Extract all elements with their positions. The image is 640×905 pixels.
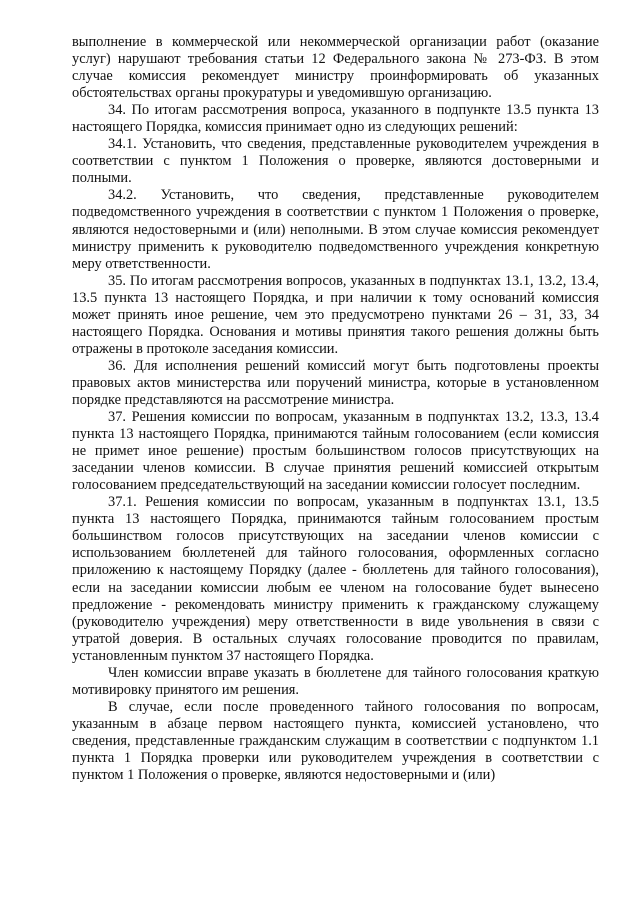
paragraph-35: 35. По итогам рассмотрения вопросов, указанных в подпунктах 13.1, 13.2, 13.4, 13.5 пункта 13 настоящего Порядка, и при наличии к тому оснований комиссия может принять иное решение, чем это предусмотрено пунктами 26 – 31, 33, 34 настоящего Порядка. Основания и мотивы принятия такого решения должны быть отражены в протоколе заседания комиссии. (72, 272, 599, 357)
paragraph-34: 34. По итогам рассмотрения вопроса, указанного в подпункте 13.5 пункта 13 настоящего Порядка, комиссия принимает одно из следующих решений: (72, 102, 599, 136)
paragraph-36: 36. Для исполнения решений комиссий могут быть подготовлены проекты правовых актов министерства или поручений министра, которые в установленном порядке представляются на рассмотрение министра. (72, 357, 599, 408)
paragraph-37-1-note: Член комиссии вправе указать в бюллетене для тайного голосования краткую мотивировку принятого им решения. (72, 664, 599, 698)
paragraph-37: 37. Решения комиссии по вопросам, указанным в подпунктах 13.2, 13.3, 13.4 пункта 13 настоящего Порядка, принимаются тайным голосованием (если комиссия не примет иное решение) простым большинством голосов присутствующих на заседании членов комиссии. В случае принятия решений комиссией открытым голосованием председательствующий на заседании комиссии голосует последним. (72, 409, 599, 494)
paragraph-37-1-case: В случае, если после проведенного тайного голосования по вопросам, указанным в абзаце первом настоящего пункта, комиссией установлено, что сведения, представленные гражданским служащим в соответствии с подпунктом 1.1 пункта 1 Порядка проверки или руководителем учреждения в соответствии с пунктом 1 Положения о проверке, являются недостоверными и (или) (72, 698, 599, 784)
paragraph-37-1: 37.1. Решения комиссии по вопросам, указанным в подпунктах 13.1, 13.5 пункта 13 настоящего Порядка, принимаются тайным голосованием простым большинством голосов присутствующих на заседании членов комиссии с использованием бюллетеней для тайного голосования, оформленных согласно приложению к настоящему Порядку (далее - бюллетень для тайного голосования), если на заседании комиссии любым ее членом на голосование будет вынесено предложение - рекомендовать министру применить к гражданскому служащему (руководителю учреждения) меру ответственности в виде увольнения в связи с утратой доверия. В остальных случаях голосование проводится по правилам, установленным пунктом 37 настоящего Порядка. (72, 494, 599, 664)
paragraph-34-1: 34.1. Установить, что сведения, представленные руководителем учреждения в соответствии с пунктом 1 Положения о проверке, являются достоверными и полными. (72, 136, 599, 187)
document-page (72, 34, 599, 784)
paragraph-continuation: выполнение в коммерческой или некоммерческой организации работ (оказание услуг) нарушают требования статьи 12 Федерального закона № 273-ФЗ. В этом случае комиссия рекомендует министру проинформировать об указанных обстоятельствах органы прокуратуры и уведомившую организацию. (72, 34, 599, 102)
paragraph-34-2: 34.2. Установить, что сведения, представленные руководителем подведомственного учреждения в соответствии с пунктом 1 Положения о проверке, являются недостоверными и (или) неполными. В этом случае комиссия рекомендует министру применить к руководителю подведомственного учреждения конкретную меру ответственности. (72, 187, 599, 272)
